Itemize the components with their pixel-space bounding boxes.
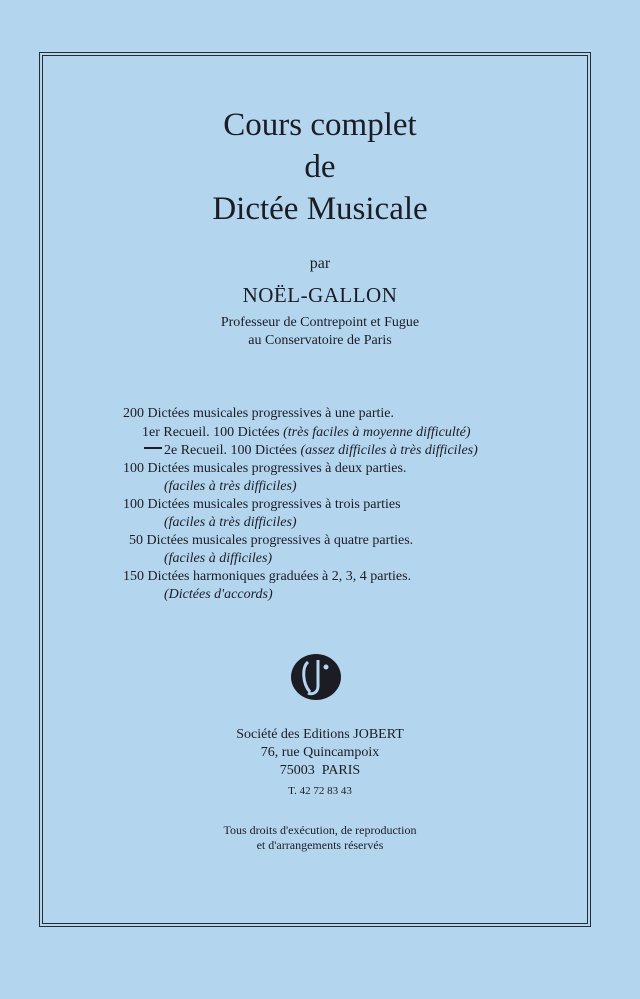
work-note bbox=[164, 514, 297, 531]
work-note bbox=[164, 550, 272, 567]
work-sub-label: 1er Recueil. 100 Dictées bbox=[142, 425, 284, 440]
work-note bbox=[164, 586, 273, 603]
title-line-3: Dictée Musicale bbox=[212, 191, 428, 227]
work-item: 100 Dictées musicales progressives à trois parties bbox=[123, 497, 401, 512]
work-item: 150 Dictées harmoniques graduées à 2, 3, 4 parties. bbox=[123, 569, 412, 584]
page-title bbox=[0, 104, 640, 230]
title-line-2: de bbox=[304, 149, 336, 185]
work-note-text: (faciles à difficiles) bbox=[164, 551, 273, 566]
work-note-text: (faciles à très difficiles) bbox=[164, 479, 297, 494]
rights-line-2: et d'arrangements réservés bbox=[256, 838, 384, 852]
work-item: 100 Dictées musicales progressives à deux parties. bbox=[123, 461, 407, 476]
publisher-info bbox=[0, 726, 640, 800]
publisher-street: 76, rue Quincampoix bbox=[260, 745, 380, 760]
work-note: (très faciles à moyenne difficulté) bbox=[283, 425, 471, 440]
work-item: 200 Dictées musicales progressives à une partie. bbox=[123, 406, 394, 421]
work-note-text: (faciles à très difficiles) bbox=[164, 515, 297, 530]
pen-mark bbox=[144, 447, 162, 449]
publisher-phone: T. 42 72 83 43 bbox=[288, 785, 352, 797]
publisher-city: 75003 PARIS bbox=[279, 763, 361, 778]
work-sub-item bbox=[142, 424, 471, 441]
work-sub-label: 2e Recueil. 100 Dictées bbox=[164, 443, 301, 458]
author-role-line-1: Professeur de Contrepoint et Fugue bbox=[220, 315, 420, 330]
work-item: 50 Dictées musicales progressives à quatre parties. bbox=[129, 533, 414, 548]
title-line-1: Cours complet bbox=[223, 107, 417, 143]
publisher-name: Société des Editions JOBERT bbox=[236, 727, 404, 742]
author-role bbox=[0, 314, 640, 350]
author-role-line-2: au Conservatoire de Paris bbox=[248, 333, 392, 348]
rights-line-1: Tous droits d'exécution, de reproduction bbox=[223, 823, 417, 837]
author-name: NOËL-GALLON bbox=[242, 283, 398, 307]
by-label: par bbox=[309, 255, 331, 272]
work-note: (assez difficiles à très difficiles) bbox=[300, 443, 478, 458]
work-note-text: (Dictées d'accords) bbox=[164, 587, 273, 602]
work-note bbox=[164, 478, 297, 495]
work-sub-item bbox=[164, 442, 478, 459]
rights-notice bbox=[0, 823, 640, 853]
publisher-logo bbox=[290, 653, 342, 701]
